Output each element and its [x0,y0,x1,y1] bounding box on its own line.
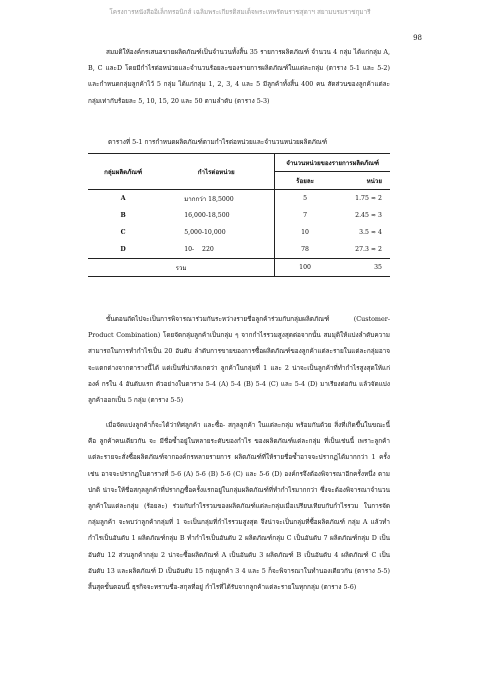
paragraph-3-text: เมื่อจัดแบ่งลูกค้าก็จะได้ว่าทิศลูกค้า และซื้อ- สกุลลูกค้า ในแต่ละกลุ่ม พร้อมกันด้วย สิ่งที่เกิดขึ้นในขณะนี้ คือ ลูกค้าคนเดียวกัน จะ มีชื่อซ้ำอยู่ในหลายระดับของกำไร ของผลิตภัณฑ์แต่ละกลุ่ม ที่เป็นเช่นนี้ เพราะลูกค้าแต่ละรายจะสั่งซื้อผลิตภัณฑ์จากองค์กรหลายรายการ ผลิตภัณฑ์ที่ให้รายชื่อซ้ำอาจจะปรากฏได้มากกว่า 1 ครั้ง เช่น อาจจะปรากฏในตารางที่ 5-6 (A) 5-6 (B) 5-6 (C) และ 5-6 (D) องค์กรจึงต้องพิจารณาอีกครั้งหนึ่ง ตามปกติ น่าจะให้ชื่อสกุลลูกค้าที่ปรากฏซื้อครั้งแรกอยู่ในกลุ่มผลิตภัณฑ์ที่ทำกำไรมากกว่า ซึ่งจะต้องพิจารณาจำนวนลูกค้าในแต่ละกลุ่ม (ร้อยละ) ร่วมกับกำไรรวมของผลิตภัณฑ์แต่ละกลุ่มเมื่อเปรียบเทียบกับกำไรรวม ในการจัดกลุ่มลูกค้า จะพบว่าลูกค้ากลุ่มที่ 1 จะเป็นกลุ่มที่กำไรรวมสูงสุด จึงน่าจะเป็นกลุ่มที่ซื้อผลิตภัณฑ์ กลุ่ม A แล้วทำกำไรเป็นอันดับ 1 ผลิตภัณฑ์กลุ่ม B ทำกำไรเป็นอันดับ 2 ผลิตภัณฑ์กลุ่ม C เป็นอันดับ 7 ผลิตภัณฑ์กลุ่ม D เป็นอันดับ 12 ส่วนลูกค้ากลุ่ม 2 น่าจะซื้อผลิตภัณฑ์ A เป็นอันดับ 3 ผลิตภัณฑ์ B เป็นอันดับ 4 ผลิตภัณฑ์ C เป็นอันดับ 13 และผลิตภัณฑ์ D เป็นอันดับ 15 กลุ่มลูกค้า 3 4 และ 5 ก็จะพิจารณาในทำนองเดียวกัน (ตาราง 5-5) สิ้นสุดขั้นตอนนี้ ธุรกิจจะทราบชื่อ-สกุลที่อยู่ กำไรที่ได้รับจากลูกค้าแต่ละรายในทุกกลุ่ม (ตาราง 5-6) [88,421,390,592]
cell-units: 1.75 ≈ 2 [355,195,382,202]
cell-group: B [120,212,126,219]
total-units: 35 [335,259,390,277]
cell-percent: 78 [275,241,335,259]
product-table [88,153,390,277]
table-row [88,241,390,259]
cell-units: 2.45 ≈ 3 [355,212,382,219]
cell-percent: 7 [275,207,335,224]
cell-profit: มากกว่า 18,5000 [184,195,234,203]
table-row [88,207,390,224]
table-row [88,224,390,241]
cell-group: A [120,195,126,202]
total-percent: 100 [275,259,335,277]
cell-percent: 10 [275,224,335,241]
header-count-group: จำนวนหน่วยของรายการผลิตภัณฑ์ [275,154,390,172]
cell-units: 3.5 ≈ 4 [359,229,382,236]
cell-group: D [120,246,126,253]
watermark-text: โครงการหนังสืออิเล็กทรอนิกส์ เฉลิมพระเกียรติสมเด็จพระเทพรัตนราชสุดาฯ สยามบรมราชกุมารี [109,8,371,16]
page-number: 98 [413,34,422,42]
header-group: กลุ่มผลิตภัณฑ์ [88,154,158,190]
cell-profit: 5,000-10,000 [184,229,226,236]
cell-group: C [120,229,126,236]
table-header-row [88,154,390,172]
header-percent: ร้อยละ [275,172,335,190]
paragraph-2 [88,311,390,408]
table-total-row [88,259,390,277]
header-profit: กำไรต่อหน่วย [158,154,275,190]
table-caption: ตารางที่ 5-1 การกำหนดผลิตภัณฑ์ตามกำไรต่อหน่วยและจำนวนหน่วยผลิตภัณฑ์ [108,138,328,146]
cell-profit: 16,000-18,500 [184,212,230,219]
table-row [88,190,390,208]
cell-profit: 10- 220 [184,246,214,253]
total-label: รวม [88,259,275,277]
cell-units: 27.3 ≈ 2 [355,246,382,253]
paragraph-1 [88,44,390,109]
paragraph-3 [88,417,390,595]
paragraph-2-text: ขั้นตอนถัดไปจะเป็นการพิจารณาร่วมกันระหว่างรายชื่อลูกค้าร่วมกับกลุ่มผลิตภัณฑ์ (Customer-Product Combination) โดยจัดกลุ่มลูกค้าเป็นกลุ่ม ๆ จากกำไรรวมสูงสุดต่อจากนั้น สมมุติให้แบ่งลำดับความสามารถในการทำกำไรเป็น 20 อันดับ ลำดับการขายของการซื้อผลิตภัณฑ์ของลูกค้าแต่ละรายในแต่ละกลุ่มอาจจะแตกต่างจากตารางนี้ได้ แต่เป็นที่น่าสังเกตว่า ลูกค้าในกลุ่มที่ 1 และ 2 น่าจะเป็นลูกค้าที่ทำกำไรสูงสุดให้แก่องค์ กรใน 4 อันดับแรก ตัวอย่างในตาราง 5-4 (A) 5-4 (B) 5-4 (C) และ 5-4 (D) มาเรียงต่อกัน แล้วจัดแบ่งลูกค้าออกเป็น 5 กลุ่ม (ตาราง 5-5) [88,315,390,405]
paragraph-1-text: สมมติให้องค์กรเสนอขายผลิตภัณฑ์เป็นจำนวนทั้งสิ้น 35 รายการผลิตภัณฑ์ จำนวน 4 กลุ่ม ได้แก่กลุ่ม A, B, C และD โดยมีกำไรต่อหน่วยและจำนวนร้อยละของรายการผลิตภัณฑ์ในแต่ละกลุ่ม (ตาราง 5-1 และ 5-2) และกำหนดกลุ่มลูกค้าไว้ 5 กลุ่ม ได้แก่กลุ่ม 1, 2, 3, 4 และ 5 มีลูกค้าทั้งสิ้น 400 คน สัดส่วนของลูกค้าแต่ละกลุ่มเท่ากับร้อยละ 5, 10, 15, 20 และ 50 ตามลำดับ (ตาราง 5-3) [88,48,390,105]
header-units: หน่วย [335,172,390,190]
cell-percent: 5 [275,190,335,208]
